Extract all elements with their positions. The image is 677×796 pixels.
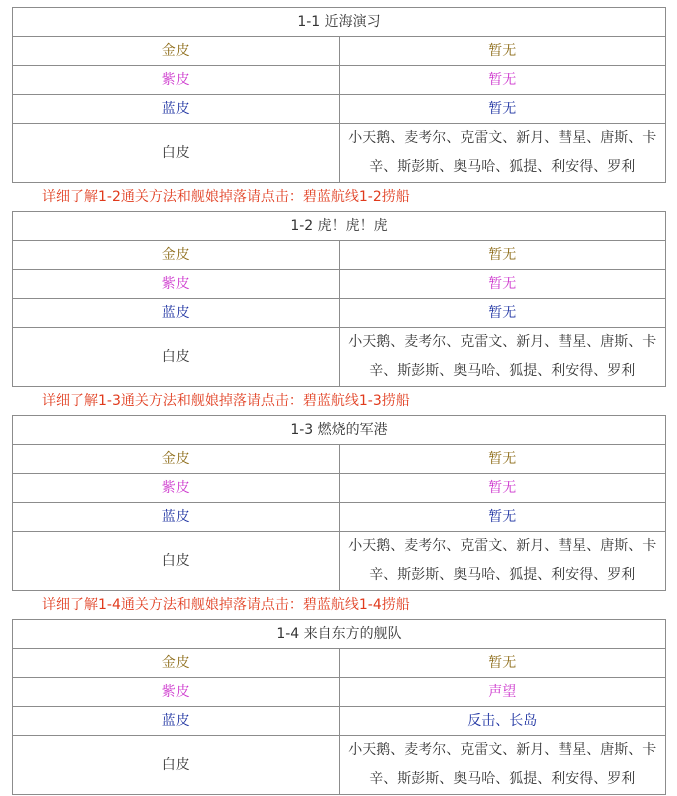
stage-title: 1-3 燃烧的军港 bbox=[13, 416, 666, 445]
rarity-label-gold: 金皮 bbox=[13, 241, 340, 270]
table-row bbox=[13, 445, 666, 474]
table-row bbox=[13, 736, 666, 795]
drop-value-gold: 暂无 bbox=[339, 37, 666, 66]
drop-value-purple: 暂无 bbox=[339, 270, 666, 299]
rarity-label-white: 白皮 bbox=[13, 124, 340, 183]
rarity-label-gold: 金皮 bbox=[13, 37, 340, 66]
stage-title: 1-1 近海演习 bbox=[13, 8, 666, 37]
stage-table-1-1 bbox=[12, 7, 666, 183]
table-row bbox=[13, 328, 666, 387]
table-row bbox=[13, 66, 666, 95]
drop-value-blue: 暂无 bbox=[339, 503, 666, 532]
table-title-row bbox=[13, 416, 666, 445]
rarity-label-white: 白皮 bbox=[13, 532, 340, 591]
table-title-row bbox=[13, 8, 666, 37]
drop-value-blue: 暂无 bbox=[339, 95, 666, 124]
drop-value-white: 小天鹅、麦考尔、克雷文、新月、彗星、唐斯、卡辛、斯彭斯、奥马哈、狐提、利安得、罗利 bbox=[339, 328, 666, 387]
drop-value-blue: 暂无 bbox=[339, 299, 666, 328]
table-title-row bbox=[13, 212, 666, 241]
drop-value-gold: 暂无 bbox=[339, 649, 666, 678]
guide-link-1-3[interactable]: 碧蓝航线1-3捞船 bbox=[302, 393, 410, 409]
table-row bbox=[13, 241, 666, 270]
guide-note-text: 详细了解1-4通关方法和舰娘掉落请点击： bbox=[42, 597, 303, 613]
table-row bbox=[13, 532, 666, 591]
rarity-label-blue: 蓝皮 bbox=[13, 299, 340, 328]
table-row bbox=[13, 649, 666, 678]
stage-table-1-3 bbox=[12, 415, 666, 591]
rarity-label-purple: 紫皮 bbox=[13, 474, 340, 503]
rarity-label-blue: 蓝皮 bbox=[13, 503, 340, 532]
stage-table-1-4 bbox=[12, 619, 666, 795]
guide-note-1-4 bbox=[12, 591, 666, 619]
table-row bbox=[13, 37, 666, 66]
drop-value-blue: 反击、长岛 bbox=[339, 707, 666, 736]
table-row bbox=[13, 503, 666, 532]
stage-title: 1-4 来自东方的舰队 bbox=[13, 620, 666, 649]
rarity-label-white: 白皮 bbox=[13, 328, 340, 387]
rarity-label-gold: 金皮 bbox=[13, 649, 340, 678]
table-row bbox=[13, 299, 666, 328]
table-row bbox=[13, 95, 666, 124]
table-row bbox=[13, 270, 666, 299]
guide-note-1-3 bbox=[12, 387, 666, 415]
rarity-label-blue: 蓝皮 bbox=[13, 95, 340, 124]
rarity-label-purple: 紫皮 bbox=[13, 270, 340, 299]
drop-value-purple: 声望 bbox=[339, 678, 666, 707]
stage-table-1-2 bbox=[12, 211, 666, 387]
guide-note-text: 详细了解1-2通关方法和舰娘掉落请点击： bbox=[42, 189, 303, 205]
guide-note-1-2 bbox=[12, 183, 666, 211]
guide-link-1-4[interactable]: 碧蓝航线1-4捞船 bbox=[302, 597, 410, 613]
rarity-label-purple: 紫皮 bbox=[13, 678, 340, 707]
rarity-label-blue: 蓝皮 bbox=[13, 707, 340, 736]
guide-link-1-2[interactable]: 碧蓝航线1-2捞船 bbox=[302, 189, 410, 205]
rarity-label-purple: 紫皮 bbox=[13, 66, 340, 95]
rarity-label-white: 白皮 bbox=[13, 736, 340, 795]
table-row bbox=[13, 124, 666, 183]
drop-value-gold: 暂无 bbox=[339, 445, 666, 474]
table-row bbox=[13, 707, 666, 736]
table-row bbox=[13, 678, 666, 707]
table-row bbox=[13, 474, 666, 503]
table-title-row bbox=[13, 620, 666, 649]
rarity-label-gold: 金皮 bbox=[13, 445, 340, 474]
drop-value-gold: 暂无 bbox=[339, 241, 666, 270]
guide-note-text: 详细了解1-3通关方法和舰娘掉落请点击： bbox=[42, 393, 303, 409]
stage-title: 1-2 虎！虎！虎 bbox=[13, 212, 666, 241]
drop-value-white: 小天鹅、麦考尔、克雷文、新月、彗星、唐斯、卡辛、斯彭斯、奥马哈、狐提、利安得、罗利 bbox=[339, 124, 666, 183]
drop-value-white: 小天鹅、麦考尔、克雷文、新月、彗星、唐斯、卡辛、斯彭斯、奥马哈、狐提、利安得、罗利 bbox=[339, 736, 666, 795]
drop-tables bbox=[12, 7, 666, 795]
drop-value-purple: 暂无 bbox=[339, 474, 666, 503]
drop-value-purple: 暂无 bbox=[339, 66, 666, 95]
drop-value-white: 小天鹅、麦考尔、克雷文、新月、彗星、唐斯、卡辛、斯彭斯、奥马哈、狐提、利安得、罗利 bbox=[339, 532, 666, 591]
